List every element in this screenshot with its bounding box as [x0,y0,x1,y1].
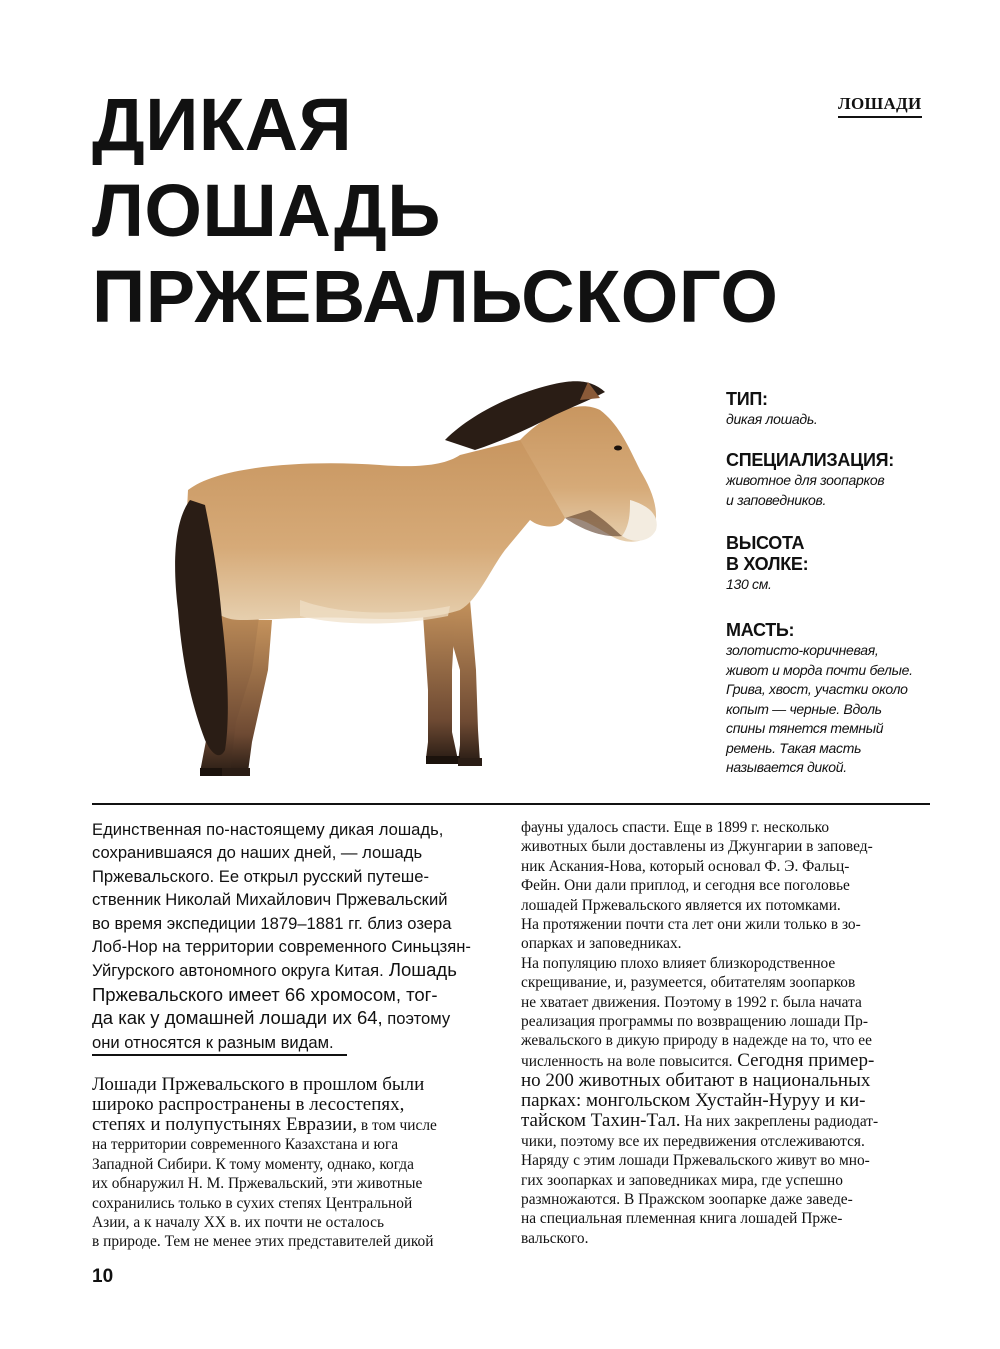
body-line: Лошади Пржевальского в прошлом были [92,1074,425,1095]
body-line: фауны удалось спасти. Еще в 1899 г. несколько [521,819,830,836]
intro-text-emphasis: да как у домашней лошади их 64, [92,1007,383,1029]
fact-coat-value-line-3: Грива, хвост, участки около [726,681,908,697]
page-title [92,82,778,340]
body-line: парках: монгольском Хустайн-Нуруу и ки- [521,1090,866,1112]
body-line: лошадей Пржевальского является их потомками. [521,896,841,914]
body-line: животных были доставлены из Джунгарии в заповед- [521,838,873,856]
intro-line: во время экспедиции 1879–1881 гг. близ озера [92,913,452,933]
body-text: На них закреплены радиодат- [680,1113,879,1131]
body-line: сохранились только в сухих степях Центральной [92,1194,413,1212]
body-line [521,1051,936,1071]
fact-type-value: дикая лошадь. [726,411,818,427]
body-line: не хватает движения. Поэтому в 1992 г. была начата [521,993,862,1011]
fact-type [726,389,817,430]
body-line: ник Аскания-Нова, который основал Ф. Э. Фальц- [521,857,850,875]
fact-coat-value-line-2: живот и морда почти белые. [726,661,913,678]
body-line: скрещивание, и, разумеется, обитателям зоопарков [521,974,856,992]
intro-text: поэтому [382,1009,451,1029]
intro-line: Единственная по-настоящему дикая лошадь, [92,820,444,839]
body-line: На популяцию плохо влияет близкородственное [521,954,836,972]
fact-type-label: ТИП: [726,389,768,409]
body-column-1 [92,1075,492,1252]
intro-line: Пржевальского имеет 66 хромосом, тог- [92,983,438,1005]
body-line: Фейн. Они дали приплод, и сегодня все поголовье [521,877,850,895]
body-text-lead: степях и полупустынях Евразии, [92,1114,358,1135]
fact-specialization [726,450,894,510]
fact-coat [726,620,913,778]
intro-line [92,1006,487,1030]
body-line: вальского. [521,1229,589,1247]
body-column-2 [521,818,936,1248]
body-line: гих зоопарках и заповедниках мира, где успешно [521,1171,843,1189]
fact-height-value: 130 см. [726,576,772,592]
body-text-lead: Сегодня пример- [732,1049,875,1071]
body-line: размножаются. В Пражском зоопарке даже заведе- [521,1190,853,1208]
body-line: Азии, а к началу XX в. их почти не осталось [92,1214,384,1232]
body-line: Наряду с этим лошади Пржевальского живут во мно- [521,1152,870,1170]
section-divider [92,803,930,805]
intro-line: Лоб-Нор на территории современного Синьцзян- [92,937,471,957]
body-text: в том числе [357,1117,437,1134]
body-line: на территории современного Казахстана и юга [92,1136,399,1154]
intro-paragraph [92,818,487,1054]
title-line-1: ДИКАЯ [92,83,353,166]
fact-specialization-value-line-2: и заповедников. [726,491,827,508]
body-line: опарках и заповедниках. [521,935,682,953]
fact-specialization-value-line-1: животное для зоопарков [726,472,885,488]
przewalski-horse-illustration [160,370,680,790]
section-label: ЛОШАДИ [838,94,922,118]
body-line: жевальского в дикую природу в надежде на то, что ее [521,1032,872,1050]
fact-coat-value-line-7: называется дикой. [726,759,847,775]
fact-specialization-label: СПЕЦИАЛИЗАЦИЯ: [726,450,894,470]
intro-line [92,958,487,982]
body-line: На протяжении почти ста лет они жили только в зо- [521,916,861,934]
body-line [521,1111,936,1131]
intro-text-emphasis: Лошадь [383,959,457,981]
front-leg-near [422,600,458,760]
body-line: чики, поэтому все их передвижения отслеживаются. [521,1132,865,1150]
intro-line: Пржевальского. Ее открыл русский путеше- [92,866,430,886]
body-line: но 200 животных обитают в национальных [521,1070,871,1092]
body-line: реализация программы по возвращению лошади Пр- [521,1013,868,1031]
intro-text: Уйгурского автономного округа Китая. [92,961,384,981]
fact-coat-value-line-6: ремень. Такая масть [726,739,862,756]
body-line: их обнаружил Н. М. Пржевальский, эти животные [92,1175,423,1193]
body-text-lead: тайском Тахин-Тал. [521,1110,681,1132]
intro-underline [92,1054,347,1056]
fact-coat-label: МАСТЬ: [726,620,795,640]
intro-line: сохранившаяся до наших дней, — лошадь [92,843,423,863]
intro-line: они относятся к разным видам. [92,1032,334,1052]
title-line-3: ПРЖЕВАЛЬСКОГО [92,255,779,338]
body-line: в природе. Тем не менее этих представителей дикой [92,1233,434,1251]
fact-coat-value-line-5: спины тянется темный [726,720,884,736]
page-number: 10 [92,1266,114,1287]
body-line: Западной Сибири. К тому моменту, однако, когда [92,1155,414,1173]
body-line: на специальная племенная книга лошадей Прже- [521,1210,843,1228]
title-line-2: ЛОШАДЬ [92,169,441,252]
body-line [92,1115,492,1135]
fact-coat-value-line-4: копыт — черные. Вдоль [726,700,882,717]
body-text: численность на воле повысится. [521,1052,733,1070]
fact-height-label-line-1: ВЫСОТА [726,533,805,553]
fact-height-label-line-2: В ХОЛКЕ: [726,554,809,574]
intro-line: ственник Николай Михайлович Пржевальский [92,890,448,910]
fact-height [726,533,808,595]
body-line: широко распространены в лесостепях, [92,1094,405,1115]
fact-coat-value-line-1: золотисто-коричневая, [726,642,879,658]
horse-body [185,439,565,620]
